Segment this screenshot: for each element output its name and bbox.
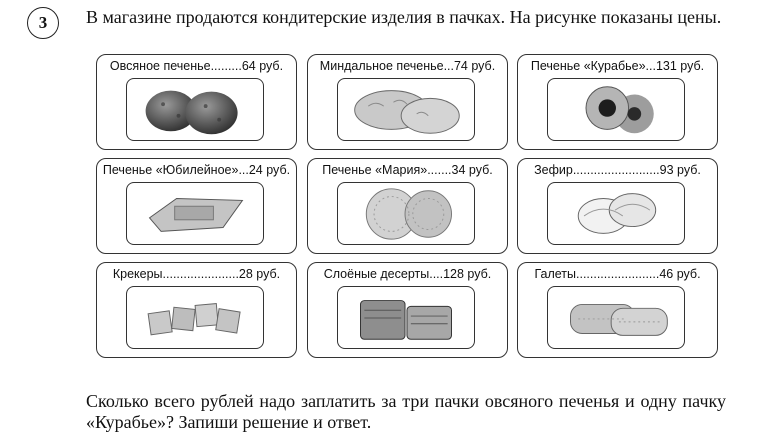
product-label: Слоёные десерты....128 руб.	[323, 267, 492, 281]
product-card-yubileynoe	[96, 158, 297, 254]
product-image-frame	[547, 78, 685, 141]
crackers-icon	[127, 287, 263, 348]
almond-cookies-icon	[338, 79, 474, 140]
product-label: Крекеры......................28 руб.	[112, 267, 281, 281]
product-card-galety	[517, 262, 718, 358]
kurabye-cookies-icon	[548, 79, 684, 140]
task-intro: В магазине продаются кондитерские изделия в пачках. На рисунке показаны цены.	[86, 7, 722, 27]
product-image-frame	[126, 286, 264, 349]
product-image-frame	[126, 182, 264, 245]
zefir-icon	[548, 183, 684, 244]
yubileynoe-cookies-icon	[127, 183, 263, 244]
puff-pastry-icon	[338, 287, 474, 348]
product-image-frame	[126, 78, 264, 141]
product-image-frame	[337, 286, 475, 349]
galety-icon	[548, 287, 684, 348]
product-label: Печенье «Мария».......34 руб.	[322, 163, 493, 177]
product-card-puff-pastry	[307, 262, 508, 358]
product-image-frame	[547, 286, 685, 349]
task-question: Сколько всего рублей надо заплатить за три пачки овсяного печенья и одну пачку «Курабье»? Запиши решение и ответ.	[86, 391, 726, 432]
product-label: Миндальное печенье...74 руб.	[319, 59, 496, 73]
product-label: Печенье «Юбилейное»...24 руб.	[102, 163, 291, 177]
product-image-frame	[337, 182, 475, 245]
product-card-zefir	[517, 158, 718, 254]
product-label: Зефир.........................93 руб.	[534, 163, 701, 177]
maria-cookies-icon	[338, 183, 474, 244]
product-image-frame	[337, 78, 475, 141]
product-card-almond	[307, 54, 508, 150]
product-card-crackers	[96, 262, 297, 358]
product-card-oatmeal	[96, 54, 297, 150]
product-image-frame	[547, 182, 685, 245]
product-label: Овсяное печенье.........64 руб.	[109, 59, 284, 73]
product-label: Печенье «Курабье»...131 руб.	[530, 59, 705, 73]
oatmeal-cookies-icon	[127, 79, 263, 140]
task-number: 3	[27, 7, 59, 39]
product-card-kurabye	[517, 54, 718, 150]
product-label: Галеты........................46 руб.	[534, 267, 701, 281]
product-card-maria	[307, 158, 508, 254]
